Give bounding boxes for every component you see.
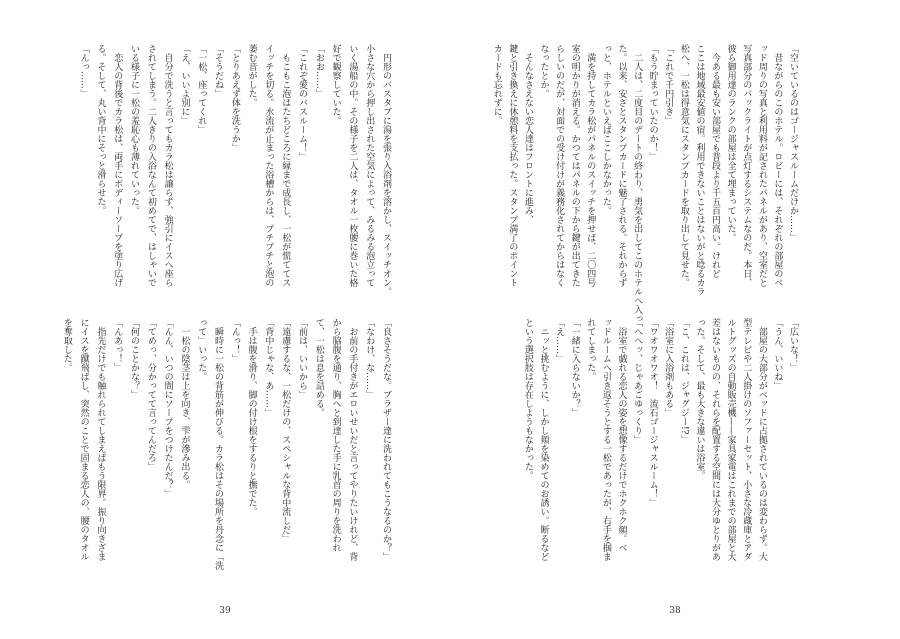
text-line: 今ある最も安い部屋でも普段より千五百円高い。けれど <box>710 53 721 278</box>
text-line: から脇腹を通り、胸へと到達した手に乳首の周りを洗われ <box>330 318 341 552</box>
text-line: 「え……」 <box>554 318 565 363</box>
text-line: 「前は、いいから」 <box>297 318 308 399</box>
text-line: 「広いな！」 <box>788 318 798 372</box>
text-line: れてしまった。 <box>585 318 596 381</box>
text-line: 「何のことかな？」 <box>129 318 140 399</box>
text-line: る。そして、丸い背中にそっと滑らせた。 <box>95 44 106 215</box>
text-line: 満を持してカラ松がパネルのスイッチを押せば、二〇四号 <box>585 53 596 287</box>
text-line: 「なわけ、な……」 <box>364 318 375 399</box>
text-line: そんなさえない恋人達はフロントに進み、 <box>522 53 533 224</box>
text-line: 「んん、いつの間にソープをつけたんだ？」 <box>162 318 173 498</box>
text-line: 一松の陰茎は上を向き、雫が滲み出る。 <box>179 327 190 489</box>
lower-tier-text <box>58 318 394 580</box>
text-line: 差はないものの、それらを配置する空間には大分ゆとりがあ <box>710 318 721 561</box>
text-line: 二人は、二度目のデートの終わり、勇気を出してこのホテルへ入っ <box>632 53 643 323</box>
text-line: 「これぞ愛のバスルーム！」 <box>297 44 308 161</box>
text-line: いる様子に一松の羞恥心も薄れていった。 <box>129 44 140 215</box>
text-line: 好で観察していた。 <box>330 44 341 125</box>
text-line: ッド周りの写真と利用料が記されたパネルがあり、空室だと <box>756 44 767 287</box>
text-line: 「んっ！」 <box>229 318 240 363</box>
text-line: 鍵と引き換えに休憩料を支払った。スタンプ満了のポイント <box>507 44 518 287</box>
text-line: ここは地域最安値の宿。利用できないことはないがと唸るカラ <box>694 44 705 296</box>
text-line: 「遠慮するな、一松だけの、スペシャルな背中流しだ」 <box>280 318 291 543</box>
text-line: なったとか。 <box>538 44 549 98</box>
text-line: という選択肢は存在しようもなかった。 <box>522 318 533 480</box>
text-line: 「うん、いいね」 <box>772 318 783 390</box>
text-line: にイスを蹴飛ばし、突然のことで固まる恋人の、腰のタオル <box>78 318 89 561</box>
page-38 <box>450 0 900 639</box>
text-line: ルトグッズの自動販売機——家具家電はこれまでの部屋と大 <box>725 318 736 561</box>
text-line: 部屋の大部分がベッドに占拠されているのは変わらず。大 <box>756 327 767 561</box>
text-line: されてしまう。二人きりの入浴なんて初めてで、はしゃいで <box>145 44 156 287</box>
text-line: 「てめっ、分かってて言ってんだろ」 <box>145 318 156 471</box>
text-line: 浴室で戯れる恋人の姿を想像するだけでホクホク顔。ベ <box>616 327 627 552</box>
page-number: 38 <box>669 606 681 616</box>
text-line: 「え、いいよ別に」 <box>179 44 190 125</box>
text-line: カードも忘れずに。 <box>491 44 502 125</box>
page-number: 39 <box>219 606 231 616</box>
text-line: 「これで千円引き」 <box>663 44 674 125</box>
text-line: 「もう貯まっていたのか！」 <box>647 44 658 161</box>
text-line: 「背中じゃな、あ……」 <box>263 318 274 417</box>
text-line: 「んっ……」 <box>78 44 89 98</box>
text-line: 円形のバスタブに湯を張り入浴剤を溶かし、スイッチオン。 <box>381 53 391 296</box>
text-line: 彼ら御用達のランクの部屋は全て埋まっていた。 <box>725 44 736 242</box>
text-line: を奪取した。 <box>61 318 72 372</box>
text-line: た。以来、安さとスタンプカードに魅了される。それからず <box>616 44 627 287</box>
text-line: らしいのだが、対面での受け付けが義務化されてからはなく <box>554 44 565 287</box>
text-line: て、一松は息を詰める。 <box>313 318 324 417</box>
lower-tier-text <box>519 318 800 580</box>
text-line: 「浴室に入浴剤もある」 <box>663 318 674 417</box>
text-line: 指先だけでも触れられてしまえばもう限界。振り向きざま <box>95 327 106 561</box>
text-line: った。そして、最も大きな違いは浴室。 <box>694 318 705 480</box>
text-line: 「こ、これは、ジャグジー!?」 <box>678 318 689 444</box>
text-line: 「そうだね」 <box>213 44 224 98</box>
text-line: 型テレビや二人掛けのソファーセット、小さな冷蔵庫とアダ <box>741 318 752 561</box>
text-line: ッドルームへ引き返そうとする一松であったが、右手を掴ま <box>600 318 611 561</box>
text-line: 写真部分のバックライトが点灯するシステムなのだ。本日、 <box>741 44 752 287</box>
text-line: 瞬時に一松の背筋が伸びる。カラ松はその場所を丹念に「洗 <box>213 327 224 570</box>
text-line: ニッと挑むように、しかし頬を染めてのお誘い。断るなど <box>538 327 549 561</box>
text-line: 室の明かりが消える。かつてはパネルの下から鍵が出てきた <box>569 44 580 287</box>
text-line: 萎む音がした。 <box>246 44 257 107</box>
upper-tier-text <box>75 44 394 306</box>
upper-tier-text <box>488 44 800 323</box>
text-line: っと、ホテルといえばここしかなかった。 <box>600 44 611 215</box>
text-line: 「一松、座ってくれ」 <box>196 44 207 134</box>
text-line: 小さな穴から押し出された空気によって、みるみる泡立って <box>364 44 375 287</box>
text-line: 「おお……」 <box>313 44 324 98</box>
text-line: イッチを切る。水流が止まった浴槽からは、プチプチと泡の <box>263 44 274 287</box>
text-line: 「とりあえず体を洗うか」 <box>229 44 240 152</box>
text-line: 「良さそうだな。ブラザー達に洗われてもこうなるのか？」 <box>381 318 391 561</box>
text-line: 「空いているのはゴージャスルームだけか……」 <box>788 44 798 242</box>
text-line: って」いった。 <box>196 318 207 381</box>
text-line: 「一緒に入らないか？」 <box>569 318 580 417</box>
text-line: 手は腹を滑り、脚の付け根をするりと撫でた。 <box>246 327 257 516</box>
text-line: 恋人の背後でカラ松は、両手にボディーソープを塗り広げ <box>112 53 123 287</box>
text-line: 自分で洗うと言ってもカラ松は譲らず、強引にイスへ座ら <box>162 53 173 287</box>
text-line: 「ワオワオワオ！ 流石ゴージャスルーム！」 <box>647 318 658 507</box>
text-line: 「んあっ！」 <box>112 318 123 372</box>
text-line: 松へ、一松は得意気にスタンプカードを取り出して見せた。 <box>678 44 689 287</box>
text-line: いく湯船の中。その様子を二人は、タオル一枚腰に巻いた格 <box>347 44 358 287</box>
text-line: 「へへッ、じゃあごゆっくり」 <box>632 318 643 444</box>
text-line: 昔ながらのこのホテル。ロビーには、それぞれの部屋のベ <box>772 53 783 287</box>
text-line: もこもこ泡はたちどころに縁まで成長し、一松が慌ててス <box>280 53 291 287</box>
text-line: お前の手付きがエロいせいだと言ってやりたいけれど、背 <box>347 327 358 561</box>
